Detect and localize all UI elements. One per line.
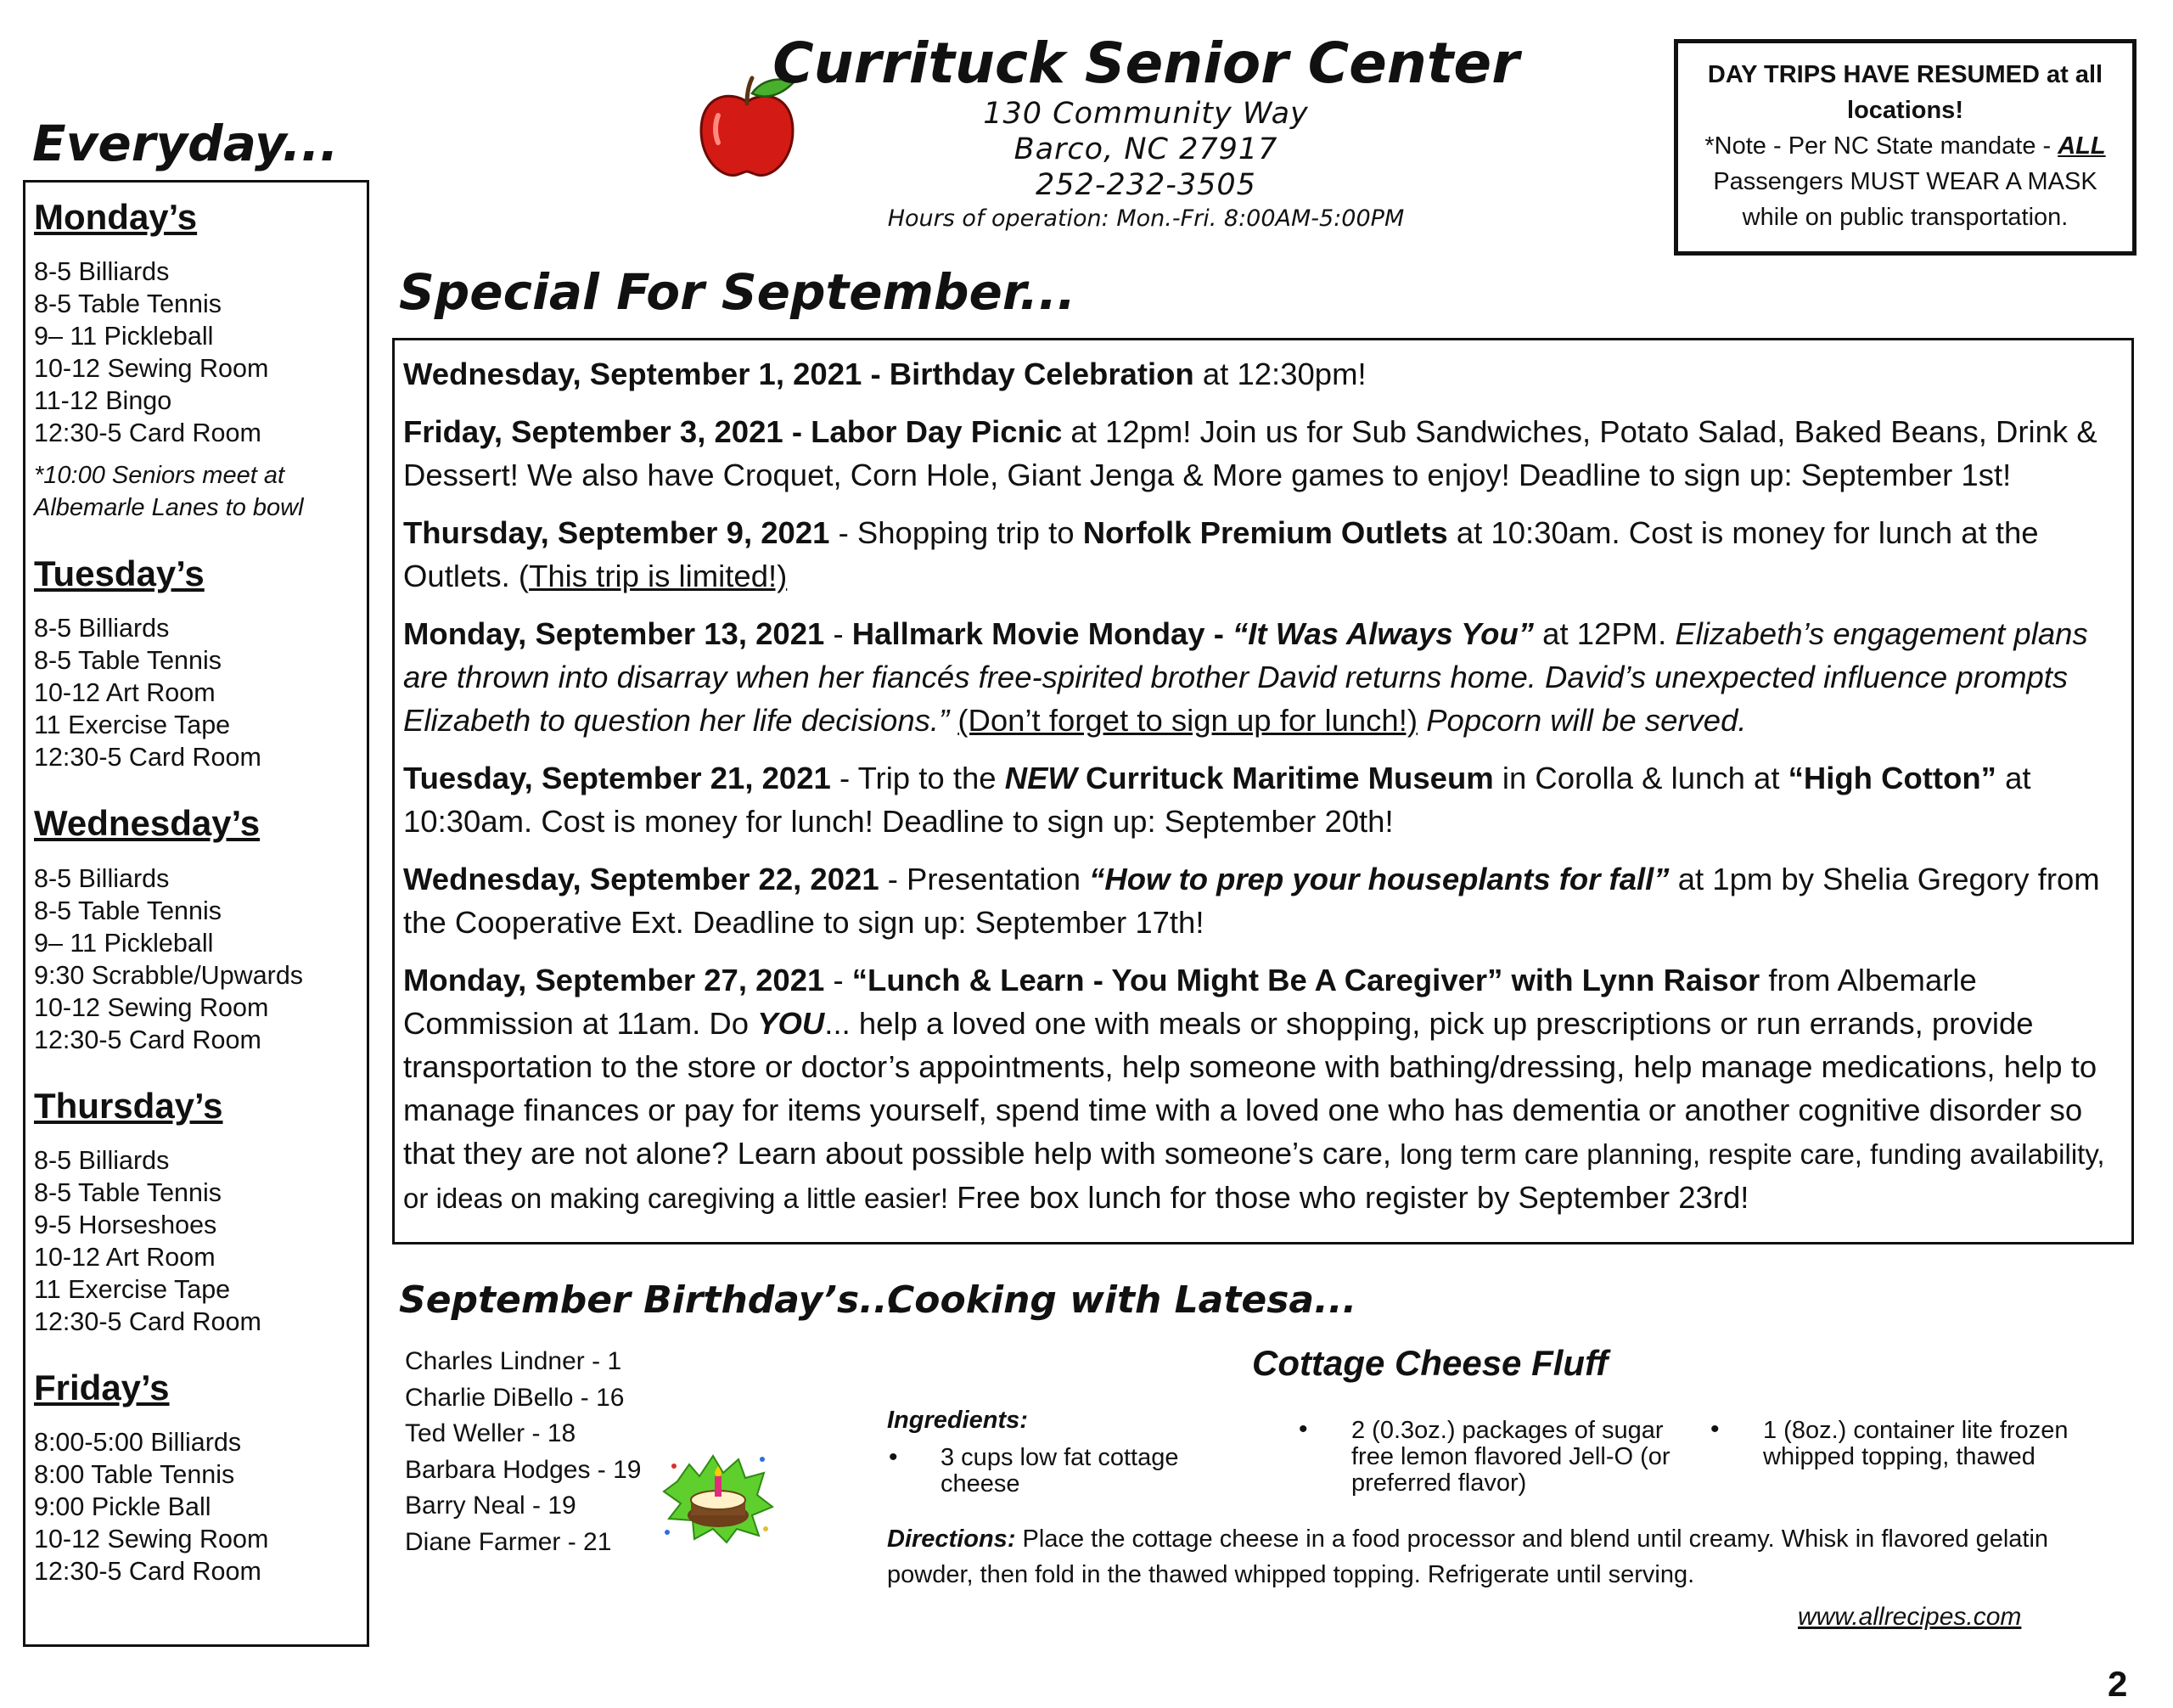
event-movie-monday: Monday, September 13, 2021 - Hallmark Movie Monday - “It Was Always You” at 12PM. Elizabeth’s engagement plans are thrown into disarray when her fiancés free-spirited brother David returns home. David’s unexpected influence prompts Elizabeth to question her life decisions.” (Don’t forget to sign up for lunch!) Popcorn will be served. xyxy=(403,616,2088,738)
schedule-item: 11-12 Bingo xyxy=(34,386,172,416)
schedule-note: *10:00 Seniors meet at Albemarle Lanes to bowl xyxy=(34,462,304,522)
ingredients-label: Ingredients: xyxy=(887,1407,1028,1434)
schedule-item: 8-5 Table Tennis xyxy=(34,1177,222,1207)
day-friday xyxy=(34,1368,367,1587)
schedule-item: 10-12 Sewing Room xyxy=(34,992,269,1022)
birthday-item: Barry Neal - 19 xyxy=(405,1492,576,1520)
schedule-item: 8-5 Table Tennis xyxy=(34,896,222,925)
day-title: Friday’s xyxy=(34,1367,170,1407)
special-events xyxy=(392,338,2134,1244)
bullet-icon: • xyxy=(889,1443,898,1471)
event-labor-day-picnic: Friday, September 3, 2021 - Labor Day Picnic at 12pm! Join us for Sub Sandwiches, Potato Salad, Baked Beans, Drink & Dessert! We also have Croquet, Corn Hole, Giant Jenga & More games to enjoy! Deadline to sign up: September 1st! xyxy=(403,414,2097,492)
recipe-directions xyxy=(887,1521,2092,1593)
day-wednesday xyxy=(34,804,367,1055)
bullet-icon: • xyxy=(1299,1415,1308,1443)
schedule-item: 8-5 Table Tennis xyxy=(34,646,222,676)
ingredient-item: 3 cups low fat cottage cheese xyxy=(941,1444,1179,1497)
birthday-item: Barbara Hodges - 19 xyxy=(405,1455,642,1484)
cooking-title: Cooking with Latesa... xyxy=(887,1278,1357,1322)
schedule-item: 9– 11 Pickleball xyxy=(34,928,214,958)
hours-of-operation: Hours of operation: Mon.-Fri. 8:00AM-5:00PM xyxy=(887,205,1405,232)
schedule-item: 12:30-5 Card Room xyxy=(34,1306,261,1336)
schedule-item: 8:00-5:00 Billiards xyxy=(34,1427,242,1457)
birthday-cake-icon xyxy=(660,1447,775,1545)
schedule-item: 12:30-5 Card Room xyxy=(34,1556,261,1586)
ingredient-item: 1 (8oz.) container lite frozen whipped topping, thawed xyxy=(1763,1417,2069,1470)
day-title: Wednesday’s xyxy=(34,803,261,844)
address-street: 130 Community Way xyxy=(983,97,1309,131)
schedule-item: 8-5 Billiards xyxy=(34,257,170,287)
schedule-item: 11 Exercise Tape xyxy=(34,1274,231,1304)
day-trips-notice xyxy=(1674,39,2137,256)
everyday-title: Everyday... xyxy=(32,115,339,172)
event-outlets-trip: Thursday, September 9, 2021 - Shopping trip to Norfolk Premium Outlets at 10:30am. Cost is money for lunch at the Outlets. (This trip is limited!) xyxy=(403,515,2039,593)
page-number: 2 xyxy=(2108,1664,2128,1704)
schedule-item: 8-5 Table Tennis xyxy=(34,289,222,319)
weekly-schedule xyxy=(23,180,369,1647)
schedule-item: 9-5 Horseshoes xyxy=(34,1210,217,1239)
day-title: Monday’s xyxy=(34,197,198,237)
bullet-icon: • xyxy=(1710,1415,1720,1443)
day-thursday xyxy=(34,1087,367,1338)
event-houseplants-presentation: Wednesday, September 22, 2021 - Presentation “How to prep your houseplants for fall” at 1pm by Shelia Gregory from the Cooperative Ext. Deadline to sign up: September 17th! xyxy=(403,862,2100,940)
schedule-item: 10-12 Art Room xyxy=(34,678,216,708)
schedule-item: 12:30-5 Card Room xyxy=(34,419,261,448)
center-name: Currituck Senior Center xyxy=(772,31,1519,96)
recipe-source-link[interactable]: www.allrecipes.com xyxy=(1798,1603,2022,1631)
phone-number: 252-232-3505 xyxy=(1036,168,1256,202)
day-title: Thursday’s xyxy=(34,1085,223,1126)
schedule-item: 9:00 Pickle Ball xyxy=(34,1492,211,1521)
schedule-item: 10-12 Art Room xyxy=(34,1242,216,1272)
notice-mask-note: *Note - Per NC State mandate - ALL Passengers MUST WEAR A MASK while on public transportation. xyxy=(1704,132,2106,231)
schedule-item: 10-12 Sewing Room xyxy=(34,1524,269,1553)
schedule-item: 8-5 Billiards xyxy=(34,863,170,893)
day-title: Tuesday’s xyxy=(34,553,205,594)
directions-label: Directions: xyxy=(887,1525,1016,1553)
schedule-item: 9– 11 Pickleball xyxy=(34,322,214,351)
schedule-item: 11 Exercise Tape xyxy=(34,711,231,740)
birthday-item: Charles Lindner - 1 xyxy=(405,1347,622,1375)
schedule-item: 10-12 Sewing Room xyxy=(34,354,269,384)
birthday-item: Charlie DiBello - 16 xyxy=(405,1383,625,1412)
notice-heading: DAY TRIPS HAVE RESUMED at all locations! xyxy=(1707,61,2103,124)
day-monday xyxy=(34,198,367,524)
directions-text: Place the cottage cheese in a food processor and blend until creamy. Whisk in flavored gelatin powder, then fold in the thawed whipped topping. Refrigerate until serving. xyxy=(887,1525,2049,1588)
birthdays-title: September Birthday’s... xyxy=(399,1278,902,1322)
schedule-item: 12:30-5 Card Room xyxy=(34,743,261,773)
schedule-item: 12:30-5 Card Room xyxy=(34,1025,261,1054)
schedule-item: 8-5 Billiards xyxy=(34,1145,170,1175)
event-birthday-celebration: Wednesday, September 1, 2021 - Birthday Celebration at 12:30pm! xyxy=(403,357,1367,391)
event-lunch-and-learn: Monday, September 27, 2021 - “Lunch & Learn - You Might Be A Caregiver” with Lynn Raisor from Albemarle Commission at 11am. Do YOU... help a loved one with meals or shopping, pick up prescriptions or run errands, provide transportation to the store or doctor’s appointments, help someone with bathing/dressing, help manage medications, help to manage finances or pay for items yourself, spend time with a loved one who has dementia or another cognitive disorder so that they are not alone? Learn about possible help with someone’s care, long term care planning, respite care, funding availability, or ideas on making caregiving a little easier! Free box lunch for those who register by September 23rd! xyxy=(403,963,2105,1215)
birthday-item: Ted Weller - 18 xyxy=(405,1419,576,1447)
event-maritime-museum: Tuesday, September 21, 2021 - Trip to the NEW Currituck Maritime Museum in Corolla & lunch at “High Cotton” at 10:30am. Cost is money for lunch! Deadline to sign up: September 20th! xyxy=(403,761,2031,839)
birthday-item: Diane Farmer - 21 xyxy=(405,1527,612,1556)
address-city: Barco, NC 27917 xyxy=(1014,132,1278,166)
birthday-list xyxy=(405,1344,642,1560)
schedule-item: 9:30 Scrabble/Upwards xyxy=(34,960,304,990)
ingredient-item: 2 (0.3oz.) packages of sugar free lemon flavored Jell-O (or preferred flavor) xyxy=(1351,1417,1670,1497)
special-title: Special For September... xyxy=(399,263,1076,321)
day-tuesday xyxy=(34,554,367,773)
schedule-item: 8-5 Billiards xyxy=(34,614,170,643)
recipe-title: Cottage Cheese Fluff xyxy=(1252,1343,1609,1383)
schedule-item: 8:00 Table Tennis xyxy=(34,1459,235,1489)
